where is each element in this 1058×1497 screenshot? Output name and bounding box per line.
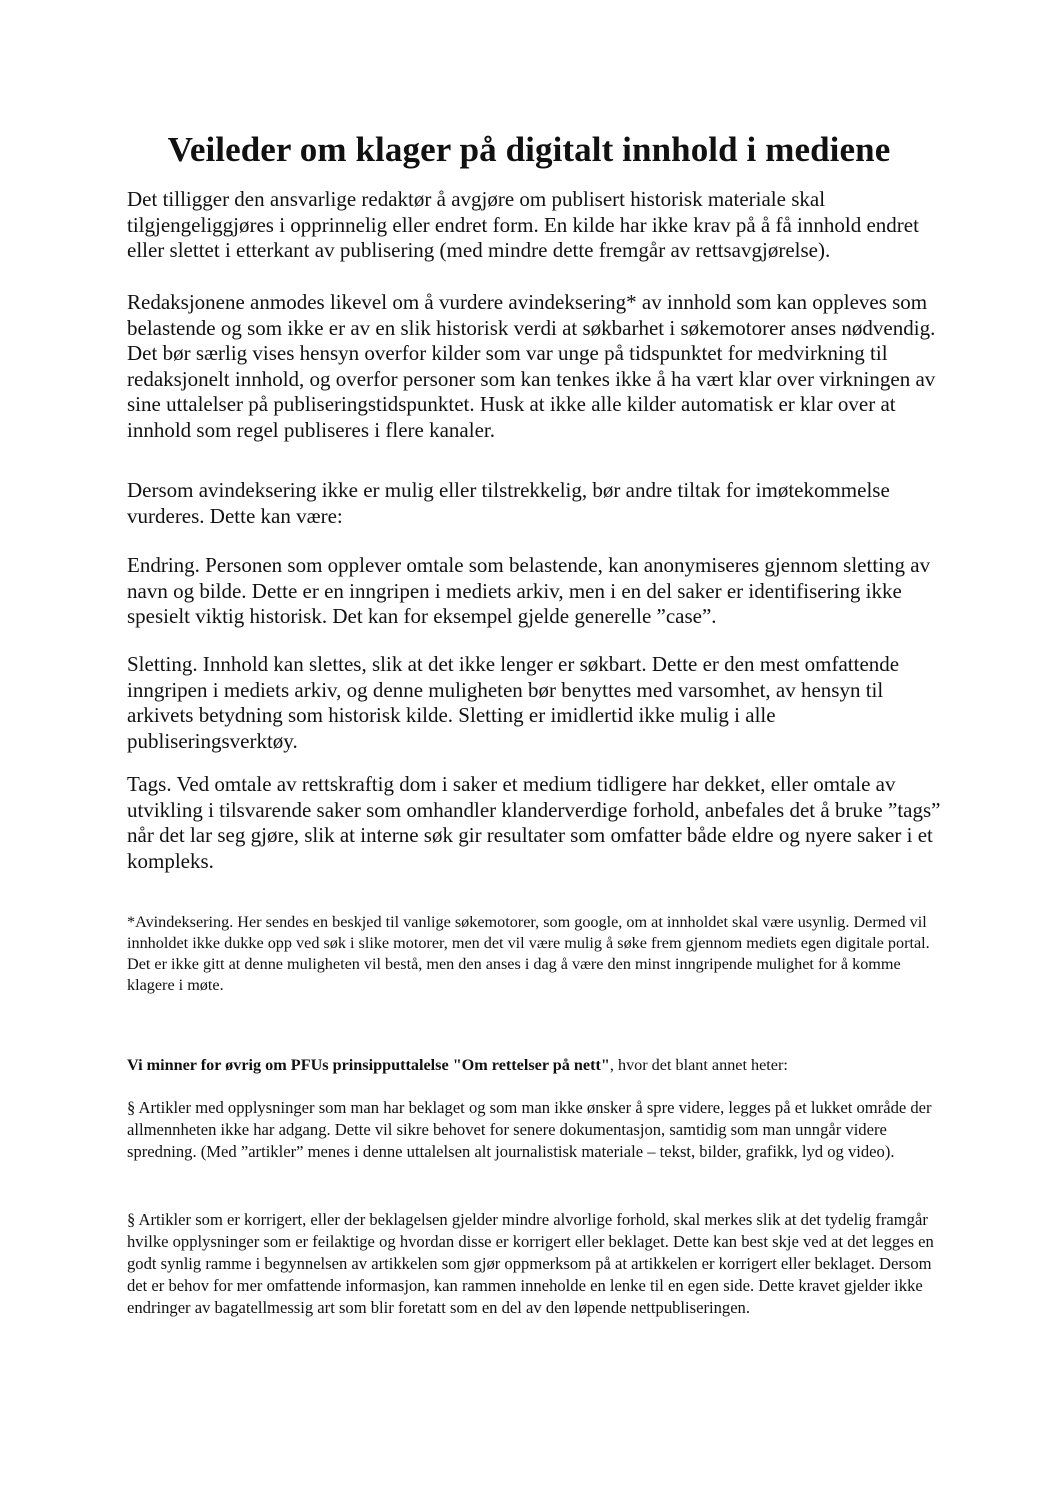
paragraph-endring: Endring. Personen som opplever omtale som belastende, kan anonymiseres gjennom sletting av navn og bilde. Dette er en inngripen i mediets arkiv, men i en del saker er identifisering ikke spesielt viktig historisk. Det kan for eksempel gjelde generelle ”case”.	[127, 553, 931, 629]
paragraph-sletting: Sletting. Innhold kan slettes, slik at det ikke lenger er søkbart. Dette er den mest omfattende inngripen i mediets arkiv, og denne muligheten bør benyttes med varsomhet, av hensyn til arkivets betydning som historisk kilde. Sletting er imidlertid ikke mulig i alle publiseringsverktøy.	[127, 652, 900, 753]
pfu-reference-line	[127, 1055, 937, 1076]
section-corrected-articles: § Artikler som er korrigert, eller der beklagelsen gjelder mindre alvorlige forhold, skal merkes slik at det tydelig framgår hvilke opplysninger som er feilaktige og hvordan disse er korrigert eller beklaget. Dette kan best skje ved at det legges en godt synlig ramme i begynnelsen av artikkelen som gjør oppmerksom på at artikkelen er korrigert eller beklaget. Dersom det er behov for mer omfattende informasjon, kan rammen inneholde en lenke til en egen side. Dette kravet gjelder ikke endringer av bagatellmessig art som blir foretatt som en del av den løpende nettpubliseringen.	[127, 1210, 934, 1317]
document-title: Veileder om klager på digitalt innhold i mediene	[167, 130, 891, 169]
pfu-reference-bold: Vi minner for øvrig om PFUs prinsipputtalelse "Om rettelser på nett"	[127, 1056, 610, 1074]
footnote-avindeksering: *Avindeksering. Her sendes en beskjed til vanlige søkemotorer, som google, om at innholdet skal være usynlig. Dermed vil innholdet ikke dukke opp ved søk i slike motorer, men det vil være mulig å søke frem gjennom mediets egen digitale portal. Det er ikke gitt at denne muligheten vil bestå, men den anses i dag å være den minst inngripende mulighet for å komme klagere i møte.	[127, 913, 930, 994]
paragraph-alternative-measures: Dersom avindeksering ikke er mulig eller tilstrekkelig, bør andre tiltak for imøtekommelse vurderes. Dette kan være:	[127, 478, 890, 528]
pfu-reference-rest: , hvor det blant annet heter:	[609, 1056, 788, 1074]
paragraph-deindexing-request: Redaksjonene anmodes likevel om å vurdere avindeksering* av innhold som kan oppleves som belastende og som ikke er av en slik historisk verdi at søkbarhet i søkemotorer anses nødvendig. Det bør særlig vises hensyn overfor kilder som var unge på tidspunktet for medvirkning til redaksjonelt innhold, og overfor personer som kan tenkes ikke å ha vært klar over virkningen av sine uttalelser på publiseringstidspunktet. Husk at ikke alle kilder automatisk er klar over at innhold som regel publiseres i flere kanaler.	[127, 290, 936, 442]
paragraph-tags: Tags. Ved omtale av rettskraftig dom i saker et medium tidligere har dekket, eller omtale av utvikling i tilsvarende saker som omhandler klanderverdige forhold, anbefales det å bruke ”tags” når det lar seg gjøre, slik at interne søk gir resultater som omfatter både eldre og nyere saker i et kompleks.	[127, 772, 941, 873]
section-closed-area: § Artikler med opplysninger som man har beklaget og som man ikke ønsker å spre videre, legges på et lukket område der allmennheten ikke har adgang. Dette vil sikre behovet for senere dokumentasjon, samtidig som man unngår videre spredning. (Med ”artikler” menes i denne uttalelsen alt journalistisk materiale – tekst, bilder, grafikk, lyd og video).	[127, 1098, 932, 1161]
paragraph-editor-responsibility: Det tilligger den ansvarlige redaktør å avgjøre om publisert historisk materiale skal tilgjengeliggjøres i opprinnelig eller endret form. En kilde har ikke krav på å få innhold endret eller slettet i etterkant av publisering (med mindre dette fremgår av rettsavgjørelse).	[127, 187, 919, 263]
